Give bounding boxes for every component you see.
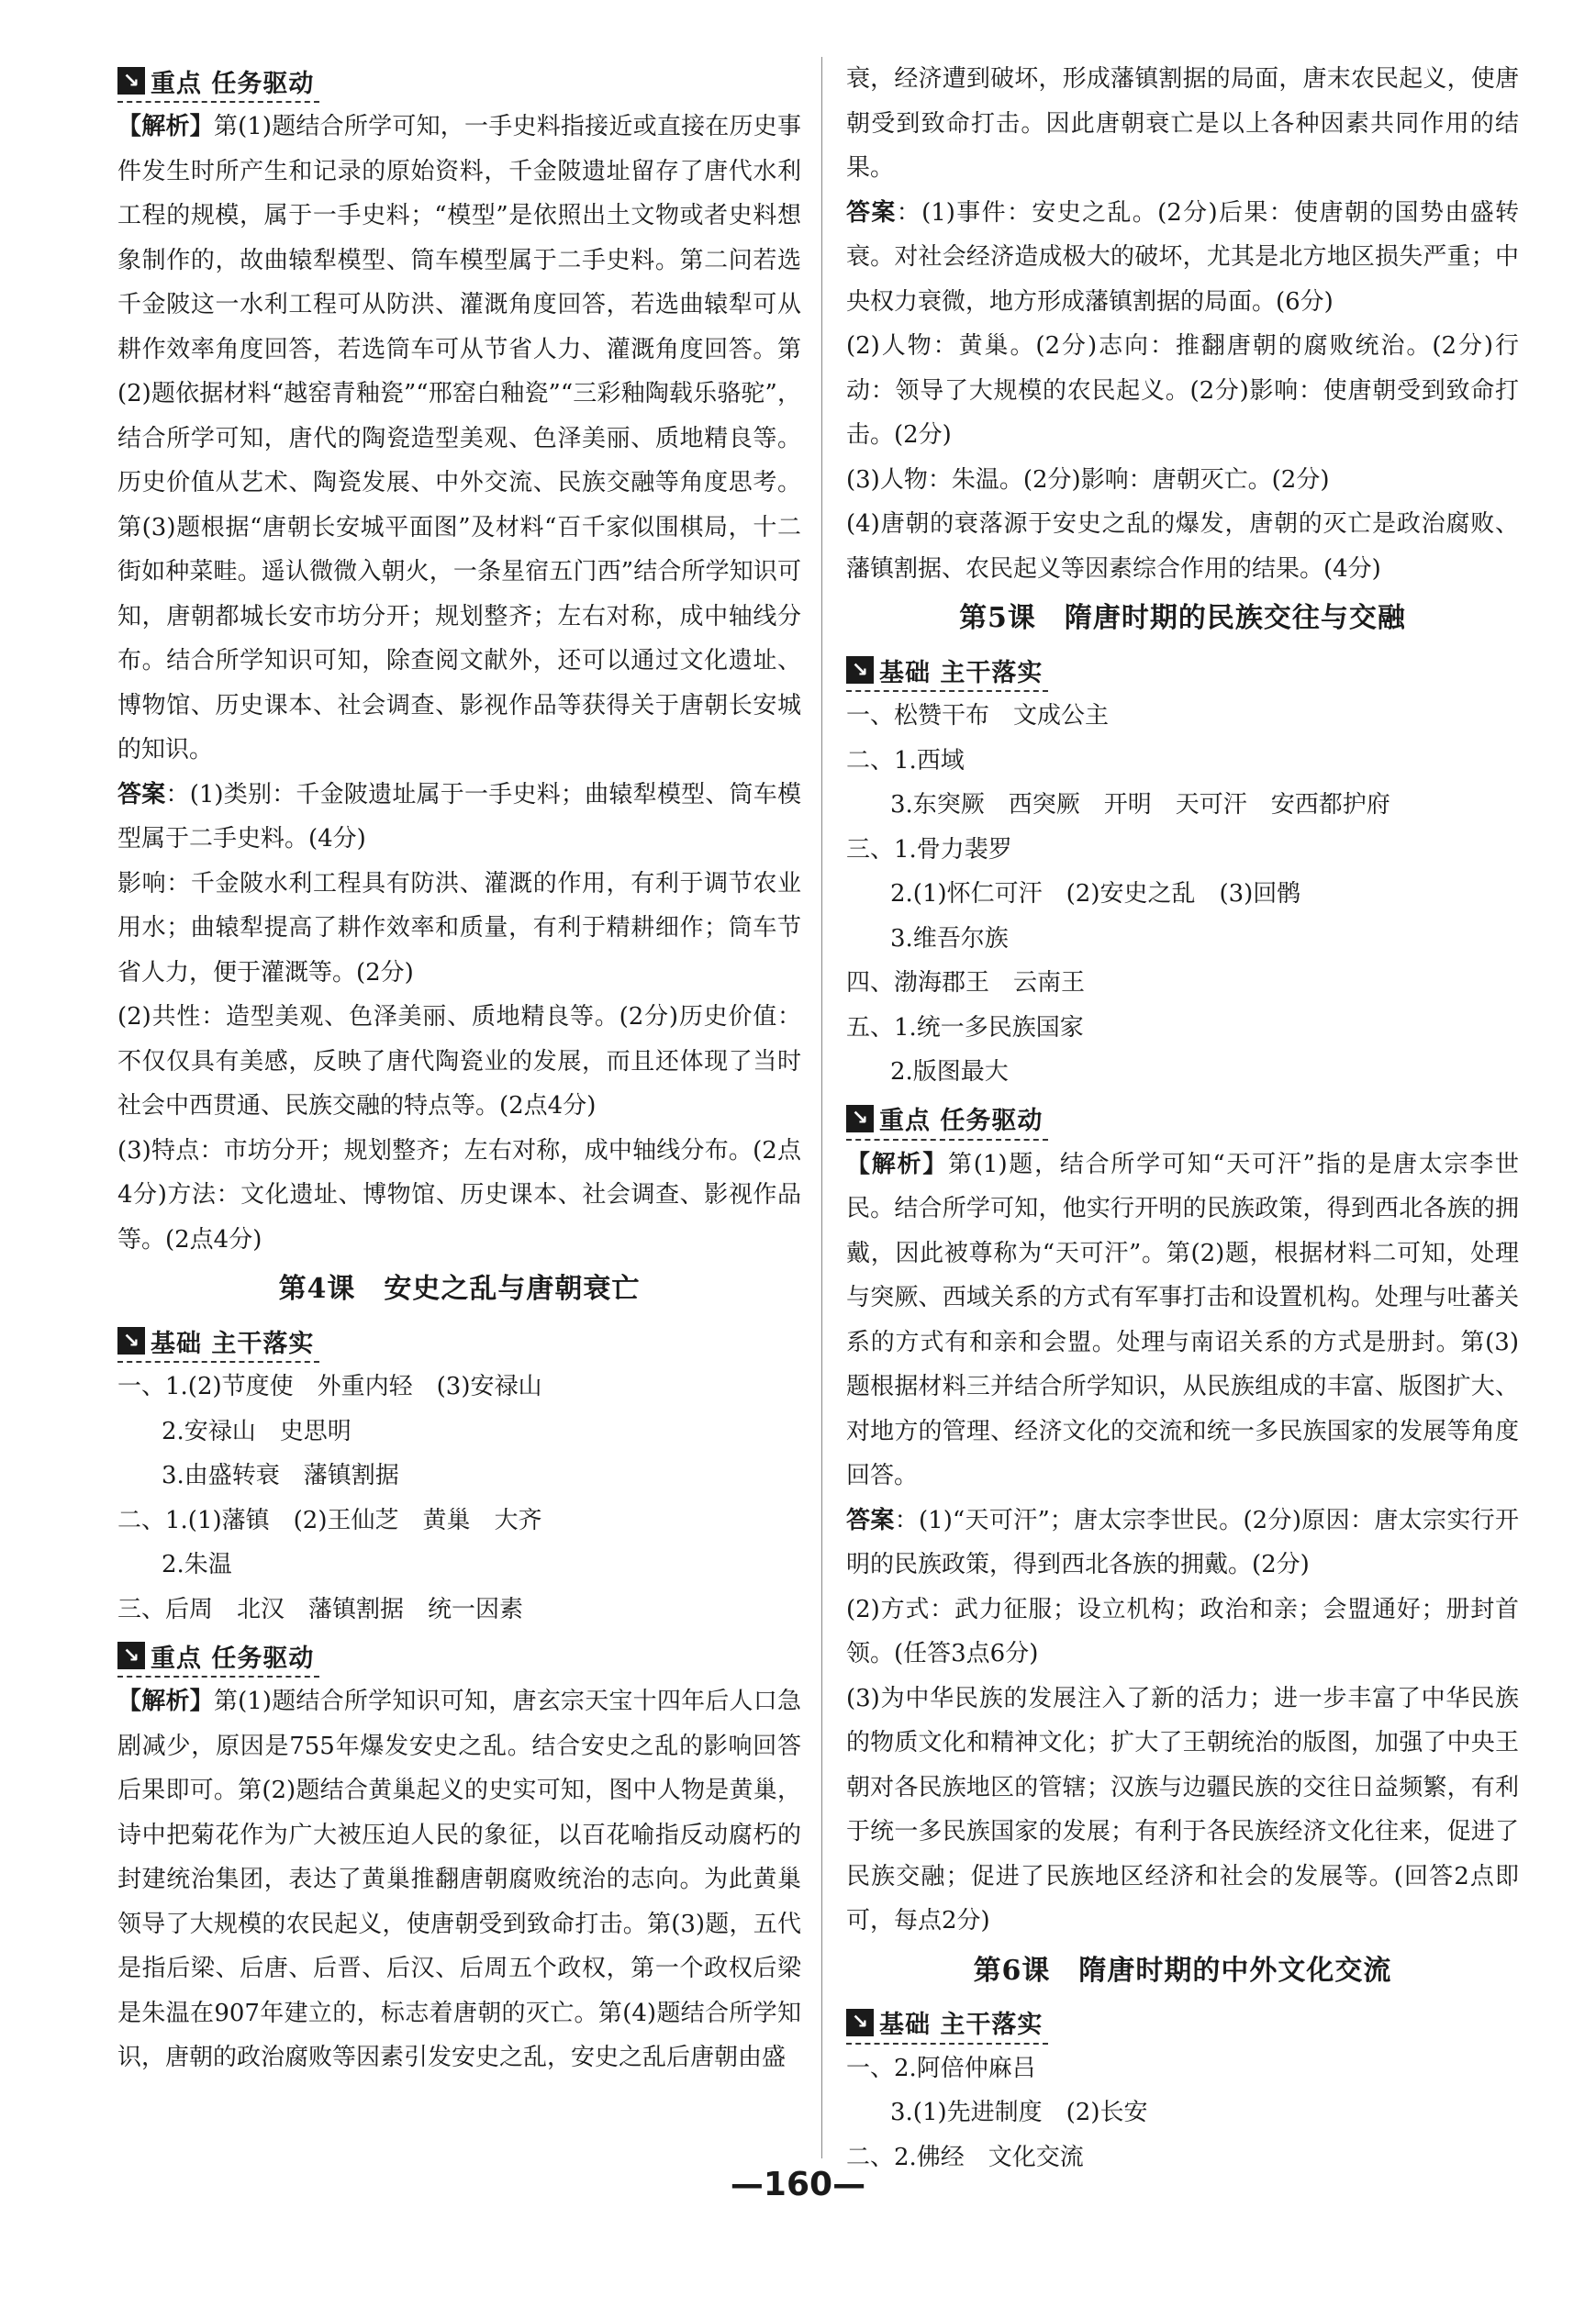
section-header-basics: ↘ 基础 主干落实 — [117, 1321, 319, 1363]
basics-line: 3.由盛转衰 藩镇割据 — [162, 1462, 399, 1489]
lesson-title: 第6课 隋唐时期的中外文化交流 — [973, 1954, 1392, 1987]
basics-line: 三、后周 北汉 藩镇割据 统一因素 — [117, 1595, 524, 1623]
basics-line: 2.安禄山 史思明 — [162, 1417, 352, 1445]
basics-line: 3.维吾尔族 — [890, 924, 1009, 953]
basics-line: 3.(1)先进制度 (2)长安 — [890, 2099, 1148, 2126]
section-header-key-tasks: ↘ 重点 任务驱动 — [846, 1098, 1048, 1141]
section-header-basics: ↘ 基础 主干落实 — [846, 650, 1048, 692]
right-column — [846, 57, 1519, 2180]
basics-line: 四、渤海郡王 云南王 — [846, 969, 1086, 997]
basics-line: 二、2.佛经 文化交流 — [846, 2143, 1084, 2171]
answer-paragraph: (2)方式：武力征服；设立机构；政治和亲；会盟通好；册封首领。(任答3点6分) — [846, 1595, 1519, 1667]
arrow-icon: ↘ — [846, 656, 874, 684]
page-number: —160— — [730, 2166, 866, 2203]
basics-line: 一、1.(2)节度使 外重内轻 (3)安禄山 — [117, 1373, 542, 1400]
answer-paragraph: 答案：(1)事件：安史之乱。(2分)后果：使唐朝的国势由盛转衰。对社会经济造成极大的破坏，尤其是北方地区损失严重；中央权力衰微，地方形成藩镇割据的局面。(6分) — [846, 198, 1519, 316]
arrow-icon: ↘ — [117, 1642, 145, 1669]
arrow-icon: ↘ — [846, 2009, 874, 2036]
section-header-key-tasks: ↘ 重点 任务驱动 — [117, 1635, 319, 1678]
answer-paragraph: (4)唐朝的衰落源于安史之乱的爆发，唐朝的灭亡是政治腐败、藩镇割据、农民起义等因素综合作用的结果。(4分) — [846, 510, 1519, 583]
answer-paragraph: (3)为中华民族的发展注入了新的活力；进一步丰富了中华民族的物质文化和精神文化；扩大了王朝统治的版图，加强了中央王朝对各民族地区的管辖；汉族与边疆民族的交往日益频繁，有利于统一多民族国家的发展；有利于各民族经济文化往来，促进了民族交融；促进了民族地区经济和社会的发展等。(回答2点即可，每点2分) — [846, 1684, 1519, 1934]
left-column — [117, 57, 801, 2080]
lesson-title: 第5课 隋唐时期的民族交往与交融 — [959, 602, 1406, 634]
basics-line: 二、1.(1)藩镇 (2)王仙芝 黄巢 大齐 — [117, 1506, 542, 1534]
basics-line: 2.版图最大 — [890, 1058, 1009, 1086]
arrow-icon: ↘ — [846, 1105, 874, 1132]
analysis-paragraph: 【解析】第(1)题结合所学知识可知，唐玄宗天宝十四年后人口急剧减少，原因是755年爆发安史之乱。结合安史之乱的影响回答后果即可。第(2)题结合黄巢起义的史实可知，图中人物是黄巢，诗中把菊花作为广大被压迫人民的象征，以百花喻指反动腐朽的封建统治集团，表达了黄巢推翻唐朝腐败统治的志向。为此黄巢领导了大规模的农民起义，使唐朝受到致命打击。第(3)题，五代是指后梁、后唐、后晋、后汉、后周五个政权，第一个政权后梁是朱温在907年建立的，标志着唐朝的灭亡。第(4)题结合所学知识，唐朝的政治腐败等因素引发安史之乱，安史之乱后唐朝由盛 — [117, 1688, 801, 2071]
analysis-paragraph: 【解析】第(1)题结合所学可知，一手史料指接近或直接在历史事件发生时所产生和记录的原始资料，千金陂遗址留存了唐代水利工程的规模，属于一手史料；“模型”是依照出土文物或者史料想象制作的，故曲辕犁模型、筒车模型属于二手史料。第二问若选千金陂这一水利工程可从防洪、灌溉角度回答，若选曲辕犁可从耕作效率角度回答，若选筒车可从节省人力、灌溉角度回答。第(2)题依据材料“越窑青釉瓷”“邢窑白釉瓷”“三彩釉陶载乐骆驼”，结合所学可知，唐代的陶瓷造型美观、色泽美丽、质地精良等。历史价值从艺术、陶瓷发展、中外交流、民族交融等角度思考。第(3)题根据“唐朝长安城平面图”及材料“百千家似围棋局，十二街如种菜畦。遥认微微入朝火，一条星宿五门西”结合所学知识可知，唐朝都城长安市坊分开；规划整齐；左右对称，成中轴线分布。结合所学知识可知，除查阅文献外，还可以通过文化遗址、博物馆、历史课本、社会调查、影视作品等获得关于唐朝长安城的知识。 — [117, 113, 801, 764]
basics-line: 2.(1)怀仁可汗 (2)安史之乱 (3)回鹘 — [890, 880, 1301, 908]
answer-paragraph: 答案：(1)类别：千金陂遗址属于一手史料；曲辕犁模型、筒车模型属于二手史料。(4分) — [117, 780, 801, 853]
continued-paragraph: 衰，经济遭到破坏，形成藩镇割据的局面，唐末农民起义，使唐朝受到致命打击。因此唐朝衰亡是以上各种因素共同作用的结果。 — [846, 65, 1519, 182]
basics-line: 3.东突厥 西突厥 开明 天可汗 安西都护府 — [890, 791, 1390, 819]
basics-line: 一、2.阿倍仲麻吕 — [846, 2054, 1036, 2082]
basics-line: 一、松赞干布 文成公主 — [846, 702, 1110, 730]
analysis-paragraph: 【解析】第(1)题，结合所学可知“天可汗”指的是唐太宗李世民。结合所学可知，他实行开明的民族政策，得到西北各族的拥戴，因此被尊称为“天可汗”。第(2)题，根据材料二可知，处理与突厥、西域关系的方式有军事打击和设置机构。处理与吐蕃关系的方式有和亲和会盟。处理与南诏关系的方式是册封。第(3)题根据材料三并结合所学知识，从民族组成的丰富、版图扩大、对地方的管理、经济文化的交流和统一多民族国家的发展等角度回答。 — [846, 1150, 1519, 1489]
section-header-key-tasks: ↘ 重点 任务驱动 — [117, 61, 319, 103]
answer-paragraph: (2)共性：造型美观、色泽美丽、质地精良等。(2分)历史价值：不仅仅具有美感，反映了唐代陶瓷业的发展，而且还体现了当时社会中西贯通、民族交融的特点等。(2点4分) — [117, 1003, 801, 1120]
answer-paragraph: (3)特点：市坊分开；规划整齐；左右对称，成中轴线分布。(2点4分)方法：文化遗址、博物馆、历史课本、社会调查、影视作品等。(2点4分) — [117, 1136, 801, 1254]
column-divider — [821, 57, 822, 2158]
answer-paragraph: (2)人物：黄巢。(2分)志向：推翻唐朝的腐败统治。(2分)行动：领导了大规模的农民起义。(2分)影响：使唐朝受到致命打击。(2分) — [846, 332, 1519, 449]
section-header-basics: ↘ 基础 主干落实 — [846, 2002, 1048, 2045]
basics-line: 三、1.骨力裴罗 — [846, 835, 1012, 864]
basics-line: 2.朱温 — [162, 1551, 232, 1578]
lesson-title: 第4课 安史之乱与唐朝衰亡 — [278, 1273, 641, 1305]
answer-paragraph: (3)人物：朱温。(2分)影响：唐朝灭亡。(2分) — [846, 465, 1330, 494]
answer-paragraph: 答案：(1)“天可汗”；唐太宗李世民。(2分)原因：唐太宗实行开明的民族政策，得到西北各族的拥戴。(2分) — [846, 1506, 1519, 1578]
arrow-icon: ↘ — [117, 1327, 145, 1355]
basics-line: 二、1.西域 — [846, 746, 965, 775]
answer-paragraph: 影响：千金陂水利工程具有防洪、灌溉的作用，有利于调节农业用水；曲辕犁提高了耕作效率和质量，有利于精耕细作；筒车节省人力，便于灌溉等。(2分) — [117, 869, 801, 987]
basics-line: 五、1.统一多民族国家 — [846, 1013, 1084, 1042]
arrow-icon: ↘ — [117, 67, 145, 95]
